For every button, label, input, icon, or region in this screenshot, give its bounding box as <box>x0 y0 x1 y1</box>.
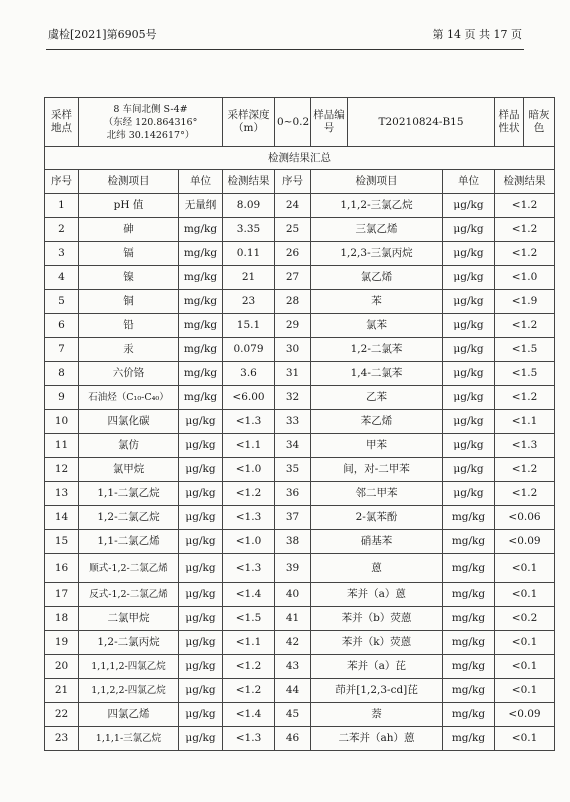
test-result: 21 <box>223 266 275 290</box>
sample-id-cell <box>311 98 495 147</box>
test-result: <0.06 <box>495 506 555 530</box>
test-item: 1,1-二氯乙烯 <box>79 530 179 554</box>
column-header-row <box>45 170 555 194</box>
unit: mg/kg <box>443 607 495 631</box>
row-number: 6 <box>45 314 79 338</box>
test-result: <1.2 <box>495 242 555 266</box>
test-result: <1.3 <box>223 554 275 583</box>
unit: μg/kg <box>443 458 495 482</box>
test-result: 0.079 <box>223 338 275 362</box>
row-number: 45 <box>275 703 311 727</box>
unit: μg/kg <box>179 655 223 679</box>
unit: mg/kg <box>443 530 495 554</box>
test-item: 石油烃（C₁₀-C₄₀） <box>79 386 179 410</box>
sample-id: T20210824-B15 <box>378 115 464 128</box>
test-item: 苯乙烯 <box>311 410 443 434</box>
test-result: <1.3 <box>223 727 275 751</box>
unit: μg/kg <box>179 703 223 727</box>
row-number: 8 <box>45 362 79 386</box>
test-result: <1.0 <box>495 266 555 290</box>
row-number: 15 <box>45 530 79 554</box>
test-item: 萘 <box>311 703 443 727</box>
unit: μg/kg <box>443 386 495 410</box>
test-result: <1.5 <box>223 607 275 631</box>
unit: mg/kg <box>179 242 223 266</box>
row-number: 46 <box>275 727 311 751</box>
test-result: <1.3 <box>223 410 275 434</box>
test-item: 三氯乙烯 <box>311 218 443 242</box>
row-number: 12 <box>45 458 79 482</box>
table-row <box>45 242 555 266</box>
row-number: 5 <box>45 290 79 314</box>
test-item: 镍 <box>79 266 179 290</box>
test-item: 二苯并（ah）蒽 <box>311 727 443 751</box>
unit: mg/kg <box>179 362 223 386</box>
unit: mg/kg <box>179 266 223 290</box>
col-header-result: 检测结果 <box>495 170 555 194</box>
test-item: 砷 <box>79 218 179 242</box>
row-number: 29 <box>275 314 311 338</box>
unit: μg/kg <box>443 338 495 362</box>
table-row <box>45 338 555 362</box>
test-result: <0.1 <box>495 554 555 583</box>
sample-depth-label: 采样深度（m） <box>223 98 275 147</box>
test-item: 氯仿 <box>79 434 179 458</box>
unit: μg/kg <box>179 482 223 506</box>
test-result: <1.0 <box>223 530 275 554</box>
test-result: 0.11 <box>223 242 275 266</box>
table-row <box>45 434 555 458</box>
unit: mg/kg <box>443 554 495 583</box>
unit: μg/kg <box>443 290 495 314</box>
row-number: 28 <box>275 290 311 314</box>
unit: mg/kg <box>443 655 495 679</box>
test-item: 乙苯 <box>311 386 443 410</box>
test-result: 3.6 <box>223 362 275 386</box>
row-number: 3 <box>45 242 79 266</box>
row-number: 37 <box>275 506 311 530</box>
table-row <box>45 727 555 751</box>
row-number: 42 <box>275 631 311 655</box>
test-item: 四氯化碳 <box>79 410 179 434</box>
col-header-no: 序号 <box>45 170 79 194</box>
test-result: <1.1 <box>495 410 555 434</box>
test-item: 铅 <box>79 314 179 338</box>
row-number: 20 <box>45 655 79 679</box>
test-item: 苯并（b）荧蒽 <box>311 607 443 631</box>
table-row <box>45 194 555 218</box>
section-title: 检测结果汇总 <box>45 147 555 170</box>
row-number: 30 <box>275 338 311 362</box>
test-result: <0.1 <box>495 631 555 655</box>
unit: μg/kg <box>179 530 223 554</box>
row-number: 43 <box>275 655 311 679</box>
unit: μg/kg <box>179 506 223 530</box>
test-item: 2-氯苯酚 <box>311 506 443 530</box>
unit: mg/kg <box>179 218 223 242</box>
row-number: 27 <box>275 266 311 290</box>
page-header <box>48 26 522 44</box>
table-row <box>45 703 555 727</box>
row-number: 19 <box>45 631 79 655</box>
test-result: <1.5 <box>495 338 555 362</box>
unit: mg/kg <box>179 290 223 314</box>
table-row <box>45 290 555 314</box>
test-result: <1.2 <box>223 679 275 703</box>
test-result: <1.0 <box>223 458 275 482</box>
report-number: 虞检[2021]第6905号 <box>48 28 157 41</box>
results-table <box>44 97 555 751</box>
unit: mg/kg <box>179 314 223 338</box>
row-number: 25 <box>275 218 311 242</box>
table-row <box>45 458 555 482</box>
test-result: <1.2 <box>495 386 555 410</box>
test-item: 铜 <box>79 290 179 314</box>
test-item: 茚并[1,2,3-cd]芘 <box>311 679 443 703</box>
table-row <box>45 530 555 554</box>
test-result: <0.1 <box>495 679 555 703</box>
row-number: 7 <box>45 338 79 362</box>
unit: mg/kg <box>179 338 223 362</box>
unit: mg/kg <box>443 631 495 655</box>
row-number: 39 <box>275 554 311 583</box>
test-item: 苯并（a）蒽 <box>311 583 443 607</box>
unit: μg/kg <box>443 482 495 506</box>
col-header-result: 检测结果 <box>223 170 275 194</box>
col-header-item: 检测项目 <box>311 170 443 194</box>
test-result: <1.3 <box>495 434 555 458</box>
row-number: 24 <box>275 194 311 218</box>
test-item: 苯并（k）荧蒽 <box>311 631 443 655</box>
test-item: 1,1,2,2-四氯乙烷 <box>79 679 179 703</box>
test-result: <1.2 <box>495 482 555 506</box>
row-number: 23 <box>45 727 79 751</box>
row-number: 26 <box>275 242 311 266</box>
row-number: 13 <box>45 482 79 506</box>
unit: μg/kg <box>443 362 495 386</box>
test-result: <1.2 <box>495 218 555 242</box>
test-item: 1,1,2-三氯乙烷 <box>311 194 443 218</box>
col-header-no: 序号 <box>275 170 311 194</box>
row-number: 34 <box>275 434 311 458</box>
test-item: 顺式-1,2-二氯乙烯 <box>79 554 179 583</box>
test-item: 1,2-二氯丙烷 <box>79 631 179 655</box>
test-item: 镉 <box>79 242 179 266</box>
test-item: 邻二甲苯 <box>311 482 443 506</box>
table-row <box>45 607 555 631</box>
unit: μg/kg <box>443 434 495 458</box>
unit: μg/kg <box>179 458 223 482</box>
test-result: <1.3 <box>223 506 275 530</box>
table-row <box>45 655 555 679</box>
sample-info-row <box>45 98 555 147</box>
unit: μg/kg <box>179 631 223 655</box>
table-row <box>45 583 555 607</box>
row-number: 21 <box>45 679 79 703</box>
col-header-item: 检测项目 <box>79 170 179 194</box>
unit: μg/kg <box>179 554 223 583</box>
unit: mg/kg <box>443 583 495 607</box>
row-number: 35 <box>275 458 311 482</box>
unit: μg/kg <box>443 218 495 242</box>
test-item: 反式-1,2-二氯乙烯 <box>79 583 179 607</box>
table-row <box>45 506 555 530</box>
sample-property-label: 样品性状 <box>495 98 524 146</box>
unit: μg/kg <box>179 607 223 631</box>
table-row <box>45 314 555 338</box>
row-number: 1 <box>45 194 79 218</box>
sample-location: 8 车间北侧 S-4# （东经 120.864316° 北纬 30.142617°） <box>79 98 223 147</box>
unit: mg/kg <box>443 703 495 727</box>
unit: μg/kg <box>443 314 495 338</box>
test-item: 硝基苯 <box>311 530 443 554</box>
test-result: <0.2 <box>495 607 555 631</box>
row-number: 16 <box>45 554 79 583</box>
row-number: 2 <box>45 218 79 242</box>
unit: μg/kg <box>179 434 223 458</box>
test-item: 1,2-二氯乙烷 <box>79 506 179 530</box>
row-number: 22 <box>45 703 79 727</box>
test-item: 氯乙烯 <box>311 266 443 290</box>
table-row <box>45 362 555 386</box>
table-row <box>45 631 555 655</box>
unit: mg/kg <box>179 386 223 410</box>
test-result: <1.2 <box>495 314 555 338</box>
unit: μg/kg <box>179 679 223 703</box>
unit: mg/kg <box>443 727 495 751</box>
row-number: 41 <box>275 607 311 631</box>
test-item: 1,2,3-三氯丙烷 <box>311 242 443 266</box>
test-item: 1,1,1-三氯乙烷 <box>79 727 179 751</box>
test-item: 蒽 <box>311 554 443 583</box>
table-row <box>45 554 555 583</box>
test-result: 3.35 <box>223 218 275 242</box>
unit: μg/kg <box>179 583 223 607</box>
test-item: 四氯乙烯 <box>79 703 179 727</box>
table-row <box>45 482 555 506</box>
test-item: 1,1,1,2-四氯乙烷 <box>79 655 179 679</box>
unit: μg/kg <box>443 266 495 290</box>
table-row <box>45 410 555 434</box>
page-number: 第 14 页 共 17 页 <box>432 28 522 41</box>
test-item: 1,1-二氯乙烷 <box>79 482 179 506</box>
test-result: <1.5 <box>495 362 555 386</box>
test-result: <0.1 <box>495 583 555 607</box>
test-result: 23 <box>223 290 275 314</box>
test-item: 二氯甲烷 <box>79 607 179 631</box>
row-number: 40 <box>275 583 311 607</box>
row-number: 4 <box>45 266 79 290</box>
test-item: 氯苯 <box>311 314 443 338</box>
test-item: 苯并（a）芘 <box>311 655 443 679</box>
test-result: <1.1 <box>223 631 275 655</box>
test-result: <1.1 <box>223 434 275 458</box>
test-result: <1.2 <box>223 655 275 679</box>
test-item: 苯 <box>311 290 443 314</box>
row-number: 14 <box>45 506 79 530</box>
test-item: 六价铬 <box>79 362 179 386</box>
unit: μg/kg <box>443 194 495 218</box>
test-result: <0.09 <box>495 703 555 727</box>
test-item: 1,2-二氯苯 <box>311 338 443 362</box>
test-result: <0.1 <box>495 727 555 751</box>
test-result: <1.2 <box>223 482 275 506</box>
row-number: 11 <box>45 434 79 458</box>
sample-id-label: 样品编号 <box>311 98 348 146</box>
test-result: <1.2 <box>495 458 555 482</box>
test-item: 氯甲烷 <box>79 458 179 482</box>
row-number: 18 <box>45 607 79 631</box>
row-number: 9 <box>45 386 79 410</box>
unit: μg/kg <box>443 242 495 266</box>
row-number: 44 <box>275 679 311 703</box>
unit: 无量纲 <box>179 194 223 218</box>
col-header-unit: 单位 <box>179 170 223 194</box>
row-number: 10 <box>45 410 79 434</box>
test-result: <0.09 <box>495 530 555 554</box>
row-number: 32 <box>275 386 311 410</box>
unit: μg/kg <box>179 727 223 751</box>
row-number: 33 <box>275 410 311 434</box>
unit: μg/kg <box>443 410 495 434</box>
sample-location-label: 采样地点 <box>45 98 79 147</box>
test-result: 15.1 <box>223 314 275 338</box>
test-result: <1.2 <box>495 194 555 218</box>
test-result: <1.4 <box>223 583 275 607</box>
test-result: 8.09 <box>223 194 275 218</box>
sample-depth: 0~0.2 <box>275 98 311 147</box>
row-number: 36 <box>275 482 311 506</box>
unit: mg/kg <box>443 679 495 703</box>
sample-property-cell <box>495 98 555 147</box>
test-result: <0.1 <box>495 655 555 679</box>
col-header-unit: 单位 <box>443 170 495 194</box>
test-result: <1.9 <box>495 290 555 314</box>
test-item: 甲苯 <box>311 434 443 458</box>
test-item: 1,4-二氯苯 <box>311 362 443 386</box>
unit: mg/kg <box>443 506 495 530</box>
test-result: <1.4 <box>223 703 275 727</box>
section-title-row <box>45 147 555 170</box>
test-item: 间，对-二甲苯 <box>311 458 443 482</box>
header-divider <box>46 49 524 50</box>
row-number: 38 <box>275 530 311 554</box>
table-row <box>45 679 555 703</box>
table-row <box>45 218 555 242</box>
table-row <box>45 386 555 410</box>
table-row <box>45 266 555 290</box>
test-item: pH 值 <box>79 194 179 218</box>
row-number: 17 <box>45 583 79 607</box>
unit: μg/kg <box>179 410 223 434</box>
row-number: 31 <box>275 362 311 386</box>
test-result: <6.00 <box>223 386 275 410</box>
sample-property: 暗灰色 <box>528 109 550 134</box>
test-item: 汞 <box>79 338 179 362</box>
